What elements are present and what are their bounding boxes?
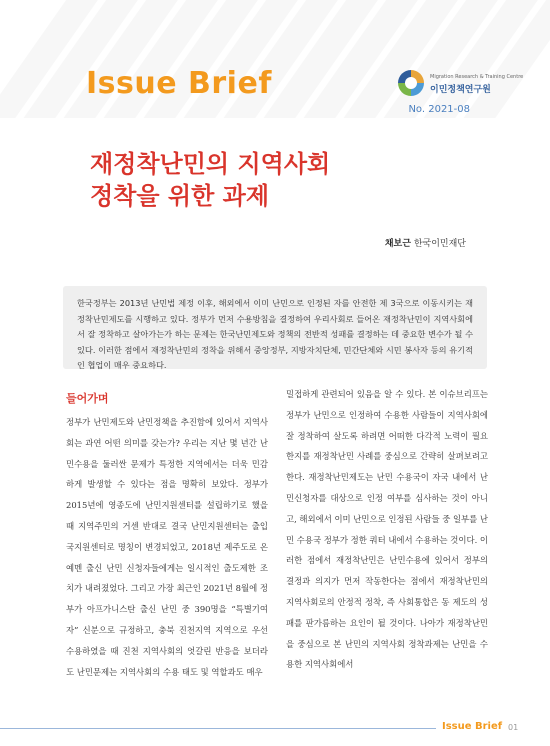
footer-divider xyxy=(0,728,436,729)
body-column-right: 밀접하게 관련되어 있음을 알 수 있다. 본 이슈브리프는 정부가 난민으로 인정하여 수용한 사람들이 지역사회에 잘 정착하여 살도록 하려면 어떠한 다각적 노력이 필요한지를 재정착난민 사례를 중심으로 간략히 살펴보려고 한다. 재정착난민제도는 난민 수용국이 자국 내에서 난민신청자를 대상으로 인정 여부를 심사하는 것이 아니고, 해외에서 이미 난민으로 인정된 사람들 중 일부를 난민 수용국 정부가 정한 쿼터 내에서 수용하는 것이다. 이러한 점에서 재정착난민은 난민수용에 있어서 정부의 결정과 의지가 먼저 작동한다는 점에서 재정착난민의 지역사회로의 안정적 정착, 즉 사회통합은 동 제도의 성패를 판가름하는 요인이 될 것이다. 나아가 재정착난민을 중심으로 본 난민의 지역사회 정착과제는 난민을 수용한 지역사회에서 xyxy=(286,389,488,670)
logo-korean-name: 이민정책연구원 xyxy=(430,85,491,95)
footer-brand: Issue Brief xyxy=(442,721,503,732)
page-title xyxy=(90,148,330,212)
author-line xyxy=(385,236,466,249)
abstract-box: 한국정부는 2013년 난민법 제정 이후, 해외에서 이미 난민으로 인정된 자를 안전한 제 3국으로 이동시키는 재정착난민제도를 시행하고 있다. 정부가 먼저 수용방침을 결정하여 우리사회로 들어온 재정착난민이 지역사회에서 잘 정착하고 살아가는가 하는 문제는 한국난민제도와 정책의 전반적 성패를 결정하는 데 중요한 변수가 될 수 있다. 이러한 점에서 재정착난민의 정착을 위해서 중앙정부, 지방자치단체, 민간단체와 시민 봉사자 등의 유기적인 협업이 매우 중요하다. xyxy=(63,286,487,369)
issue-brief-brand: Issue Brief xyxy=(86,66,272,101)
section-heading: 들어가며 xyxy=(66,392,109,405)
logo-emblem-icon xyxy=(398,70,424,96)
issue-number: No. 2021-08 xyxy=(408,104,470,115)
page-number: 01 xyxy=(508,723,519,732)
title-line-2: 정착을 위한 과제 xyxy=(90,182,269,210)
body-column-left: 정부가 난민제도와 난민정책을 추진함에 있어서 지역사회는 과연 어떤 의미를 갖는가? 우리는 지난 몇 년간 난민수용을 둘러싼 문제가 특정한 지역에서는 더욱 민감하게 발생할 수 있다는 점을 명확히 보았다. 정부가 2015년에 영종도에 난민지원센터를 설립하기로 했을 때 지역주민의 거센 반대로 결국 난민지원센터는 출입국지원센터로 명칭이 변경되었고, 2018년 제주도로 온 예멘 출신 난민 신청자들에게는 일시적인 출도제한 조치가 내려졌었다. 그리고 가장 최근인 2021년 8월에 정부가 아프가니스탄 출신 난민 중 390명을 “특별기여자” 신분으로 규정하고, 충북 진천지역 지역으로 우선 수용하였을 때 진천 지역사회의 엇갈린 반응을 보더라도 난민문제는 지역사회의 수용 태도 및 역할과도 매우 xyxy=(66,417,268,677)
author-name: 채보근 xyxy=(384,239,411,249)
author-affiliation: 한국이민재단 xyxy=(413,239,466,249)
logo-english-name: Migration Research & Training Centre xyxy=(430,74,524,80)
institute-logo xyxy=(398,64,548,104)
title-line-1: 재정착난민의 지역사회 xyxy=(90,150,331,178)
